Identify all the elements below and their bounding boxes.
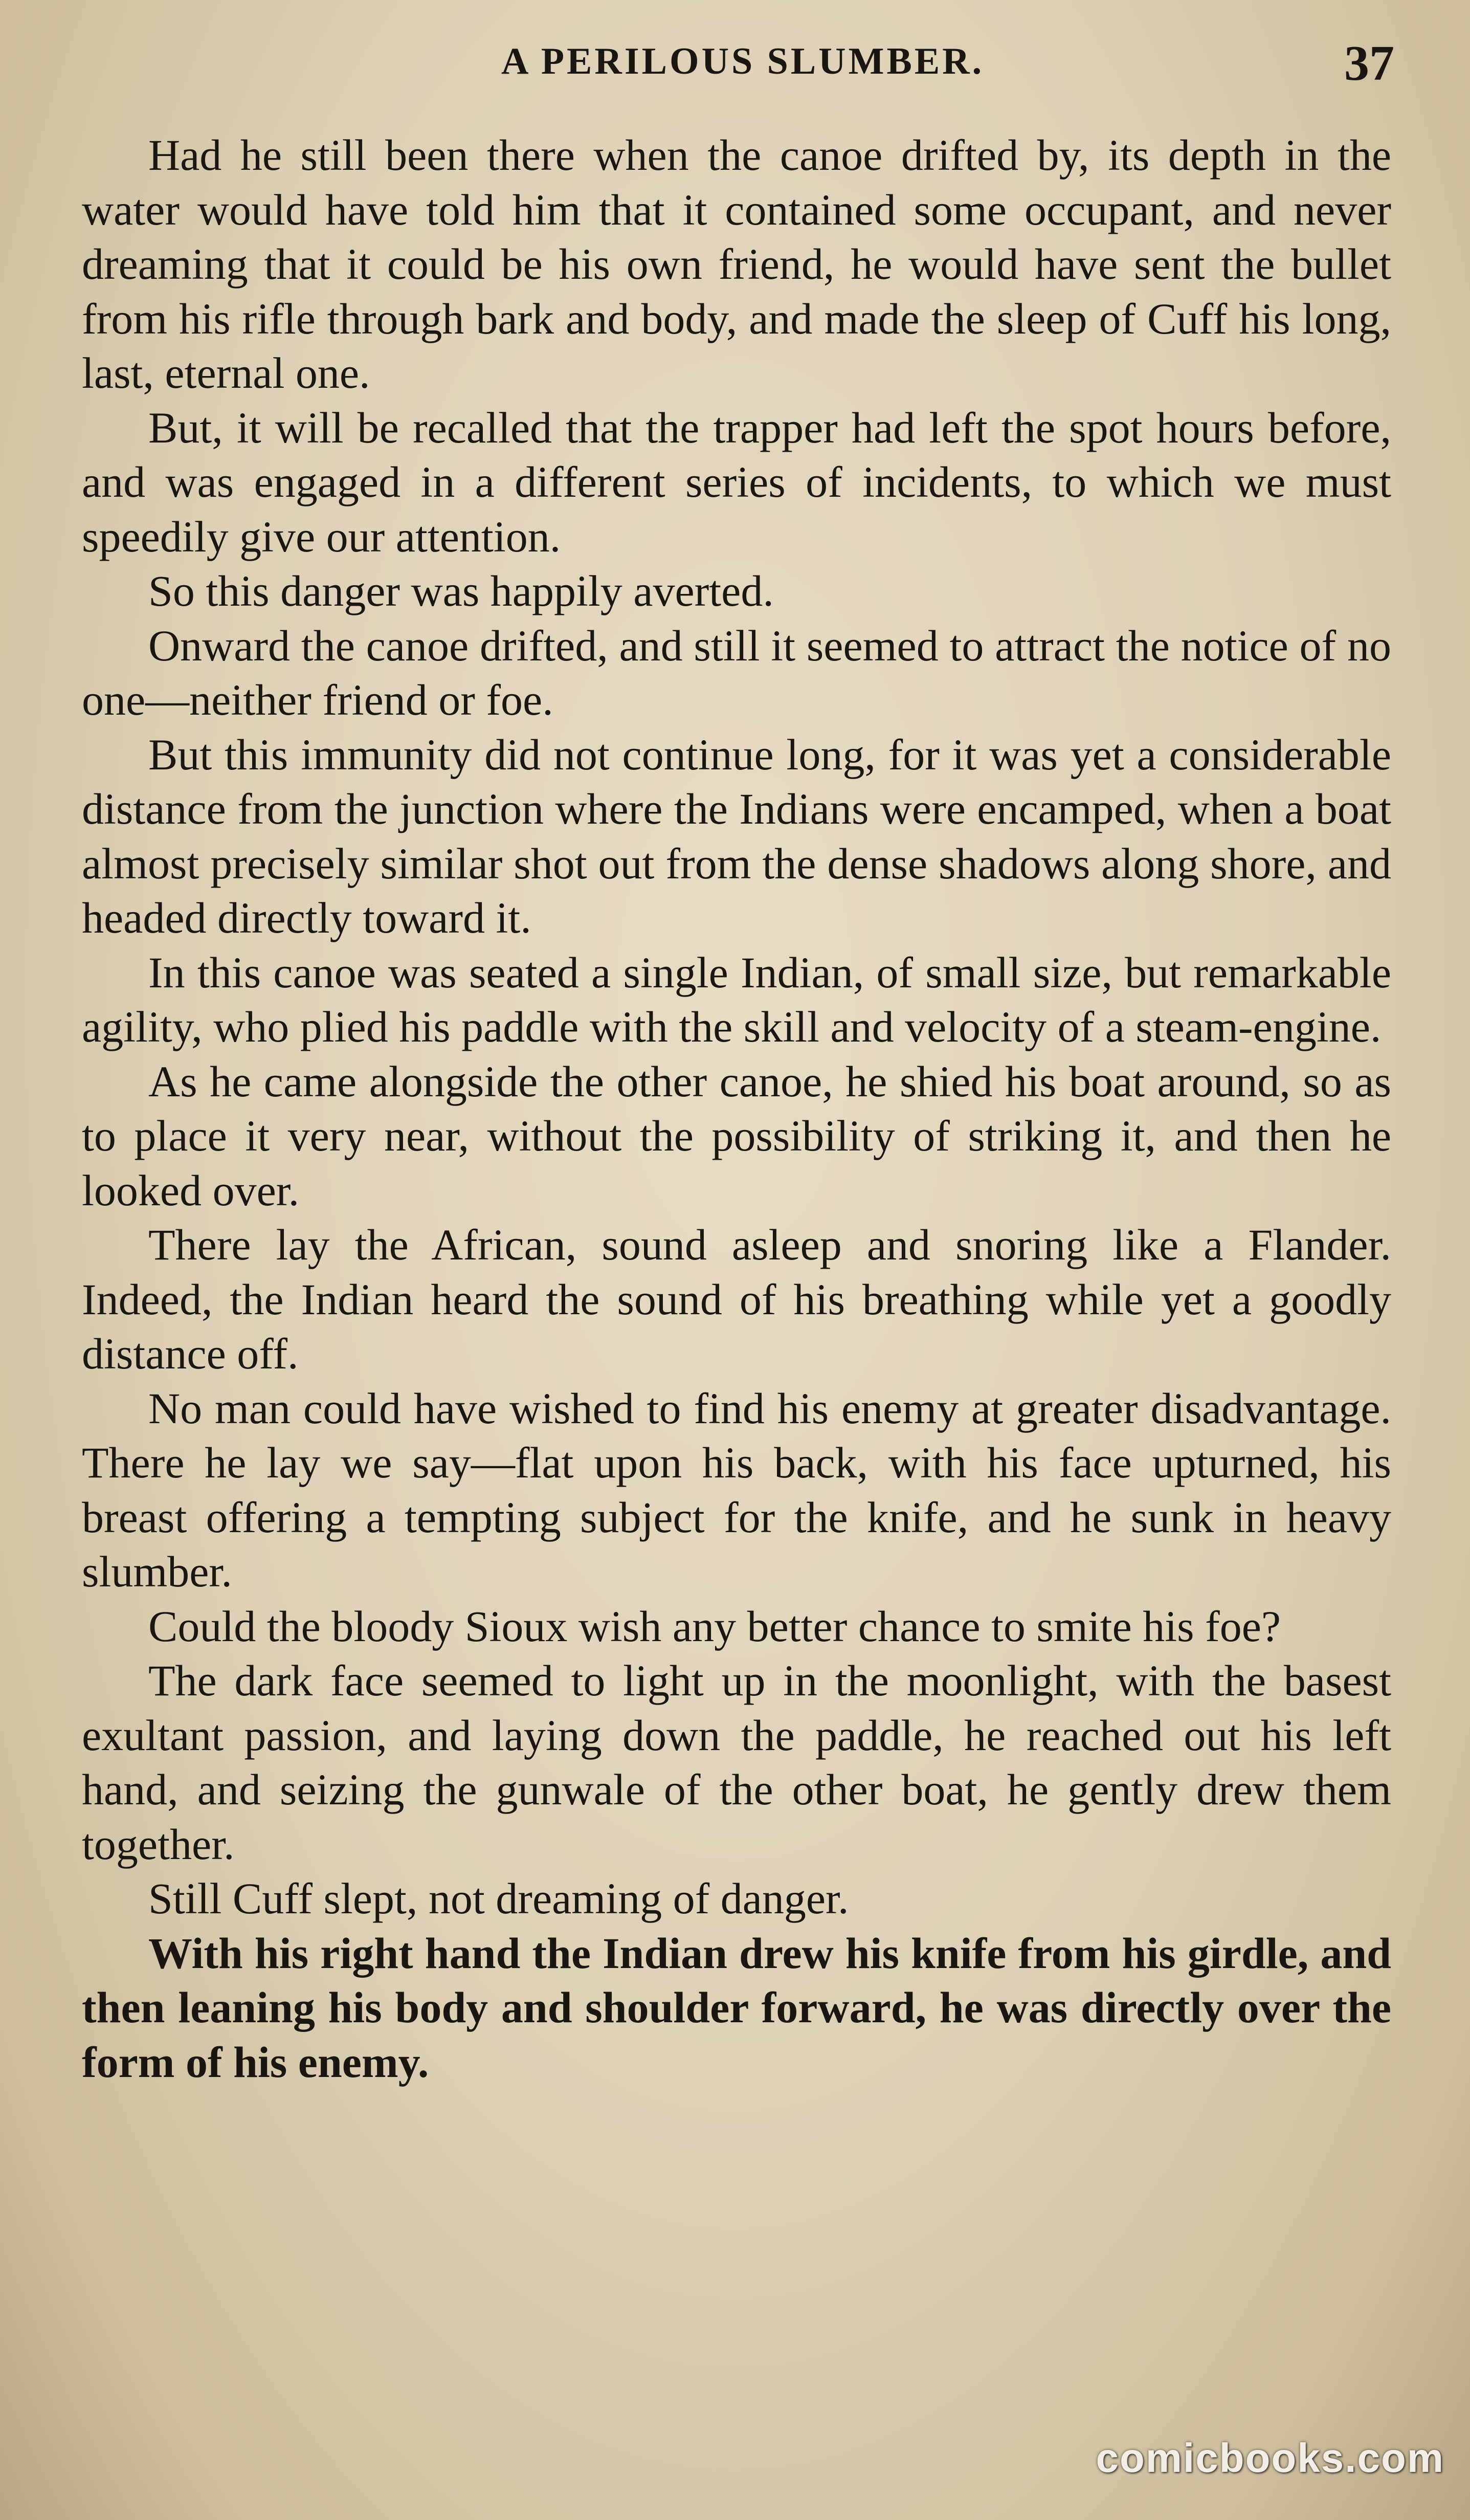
paragraph: In this canoe was seated a single Indian, of small size, but remarkable agility, who plied his paddle with the skill and velocity of a steam-engine. <box>82 947 1391 1051</box>
body-text <box>82 128 1391 2089</box>
paragraph: So this danger was happily averted. <box>148 566 774 615</box>
paragraph: As he came alongside the other canoe, he shied his boat around, so as to place it very near, without the possibility of striking it, and then he looked over. <box>82 1056 1391 1215</box>
paragraph: But, it will be recalled that the trapper had left the spot hours before, and was engaged in a different series of incidents, to which we must speedily give our attention. <box>82 403 1391 561</box>
paragraph: Onward the canoe drifted, and still it seemed to attract the notice of no one—neither friend or foe. <box>82 621 1391 724</box>
paragraph: There lay the African, sound asleep and snoring like a Flander. Indeed, the Indian heard the sound of his breathing while yet a goodly distance off. <box>82 1220 1391 1378</box>
page-number: 37 <box>1344 36 1394 91</box>
paragraph: But this immunity did not continue long, for it was yet a considerable distance from the junction where the Indians were encamped, when a boat almost precisely similar shot out from the dense shadows along shore, and headed directly toward it. <box>82 730 1391 942</box>
paragraph: Had he still been there when the canoe drifted by, its depth in the water would have told him that it contained some occupant, and never dreaming that it could be his own friend, he would have sent the bullet from his rifle through bark and body, and made the sleep of Cuff his long, last, eternal one. <box>82 130 1391 397</box>
watermark: comicbooks.com <box>1096 2435 1444 2481</box>
paragraph: No man could have wished to find his enemy at greater disadvantage. There he lay we say—flat upon his back, with his face upturned, his breast offering a tempting subject for the knife, and he sunk in heavy slumber. <box>82 1383 1391 1596</box>
paragraph: Still Cuff slept, not dreaming of danger. <box>148 1874 849 1923</box>
paragraph: With his right hand the Indian drew his knife from his girdle, and then leaning his body and shoulder forward, he was directly over the form of his enemy. <box>82 1928 1391 2087</box>
running-header: A PERILOUS SLUMBER. <box>501 40 985 82</box>
paragraph: The dark face seemed to light up in the moonlight, with the basest exultant passion, and laying down the paddle, he reached out his left hand, and seizing the gunwale of the other boat, he gently drew them together. <box>82 1656 1391 1869</box>
paragraph: Could the bloody Sioux wish any better chance to smite his foe? <box>148 1601 1281 1651</box>
